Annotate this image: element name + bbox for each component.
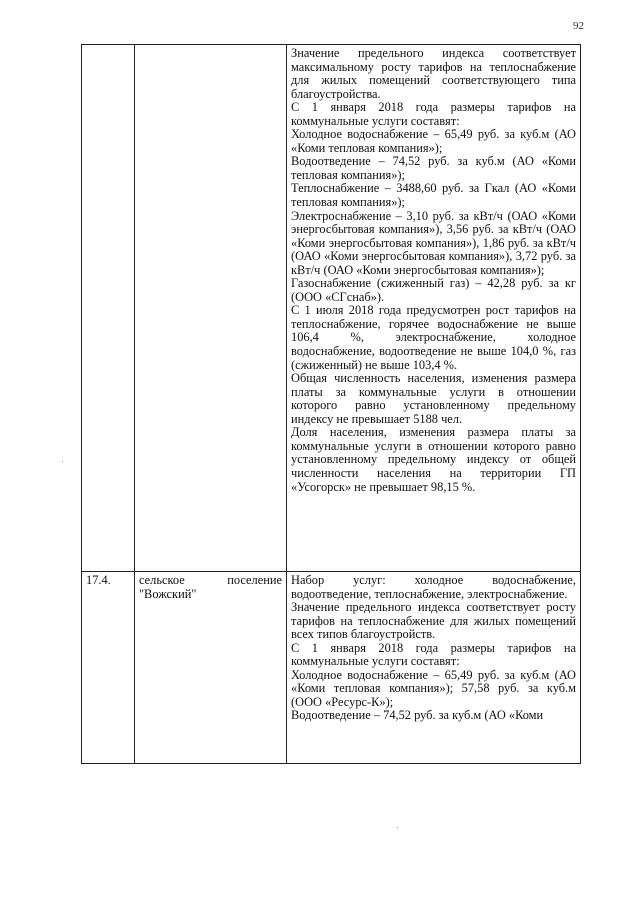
table-row (82, 572, 581, 764)
paragraph: С 1 января 2018 года размеры тарифов на коммунальные услуги составят: (291, 100, 576, 128)
description-text (291, 47, 576, 494)
paragraph: Водоотведение – 74,52 руб. за куб.м (АО «Коми тепловая компания»); (291, 154, 576, 182)
description-cell (287, 45, 581, 572)
scan-speck (397, 827, 398, 828)
description-cell (287, 572, 581, 764)
page-number: 92 (573, 20, 584, 32)
table-row (82, 45, 581, 572)
paragraph: Водоотведение – 74,52 руб. за куб.м (АО «Коми (291, 708, 544, 723)
paragraph: Холодное водоснабжение – 65,49 руб. за куб.м (АО «Коми тепловая компания»); 57,58 руб. за куб.м (ООО «Ресурс-К»); (291, 667, 576, 709)
paragraph: Значение предельного индекса соответствует росту тарифов на теплоснабжение для жилых помещений всех типов благоустройств. (291, 600, 576, 642)
settlement-cell (135, 45, 287, 572)
row-number: 17.4. (86, 573, 111, 587)
paragraph: С 1 января 2018 года размеры тарифов на коммунальные услуги составят: (291, 640, 576, 669)
settlement-name: сельское поселение "Вожский" (139, 573, 282, 601)
paragraph: Доля населения, изменения размера платы за коммунальные услуги в отношении которого равно установленному предельному индексу от общей численности населения на территории ГП «Усогорск» не превышает 98,15 %. (291, 425, 576, 494)
settlement-cell (135, 572, 287, 764)
description-text (291, 574, 576, 759)
paragraph: Значение предельного индекса соответствует максимальному росту тарифов на теплоснабжение для жилых помещений соответствующего типа благоустройства. (291, 46, 576, 101)
paragraph: Теплоснабжение – 3488,60 руб. за Гкал (АО «Коми тепловая компания»); (291, 181, 576, 210)
paragraph: Холодное водоснабжение – 65,49 руб. за куб.м (АО «Коми тепловая компания»); (291, 127, 576, 155)
paragraph: С 1 июля 2018 года предусмотрен рост тарифов на теплоснабжение, горячее водоснабжение не выше 106,4 %, электроснабжение, холодное водоснабжение, водоотведение не выше 104,0 %, газ (сжиженный) не выше 103,4 %. (291, 303, 576, 372)
tariff-table (81, 44, 581, 764)
scan-speck (62, 461, 63, 462)
paragraph: Общая численность населения, изменения размера платы за коммунальные услуги в отношении которого равно установленному предельному индексу не превышает 5188 чел. (291, 371, 576, 426)
row-number-cell (82, 45, 135, 572)
paragraph: Набор услуг: холодное водоснабжение, водоотведение, теплоснабжение, электроснабжение. (291, 574, 576, 601)
paragraph: Электроснабжение – 3,10 руб. за кВт/ч (ОАО «Коми энергосбытовая компания»), 3,56 руб. за кВт/ч (ОАО «Коми энергосбытовая компания»), 1,86 руб. за кВт/ч (ОАО «Коми энергосбытовая компания»), 3,72 руб. за кВт/ч (ОАО «Коми энергосбытовая компания»); (291, 208, 576, 277)
paragraph: Газоснабжение (сжиженный газ) – 42,28 руб. за кг (ООО «СГснаб»). (291, 276, 576, 304)
row-number-cell (82, 572, 135, 764)
